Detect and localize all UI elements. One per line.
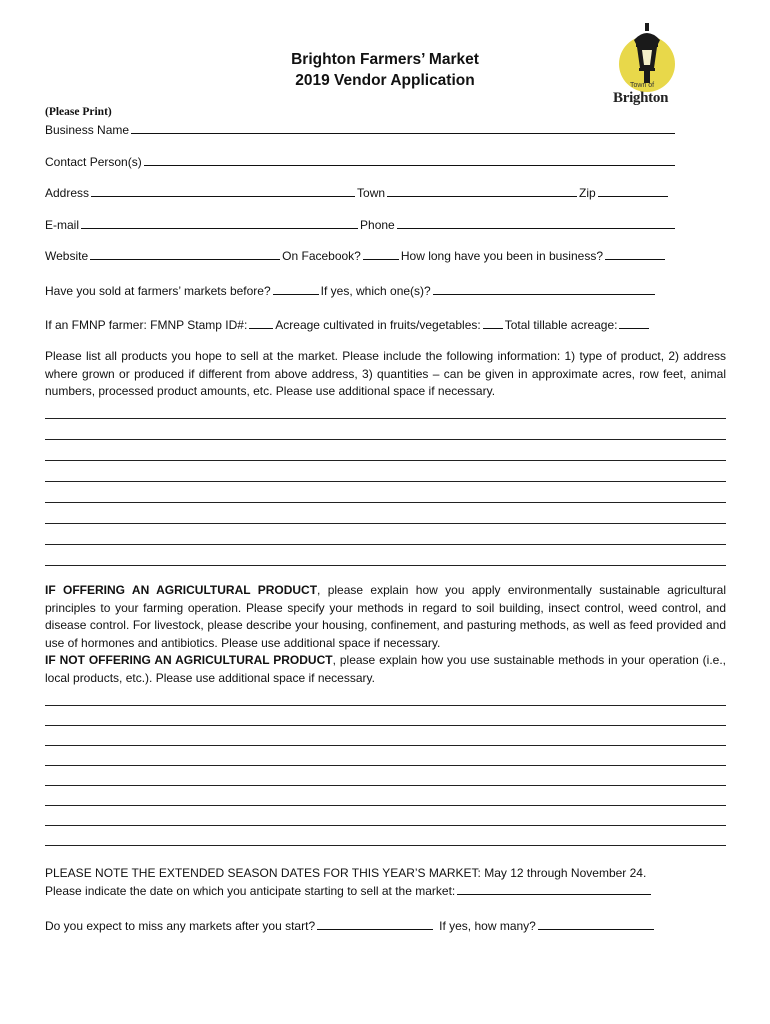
address-label: Address [45,186,90,200]
agricultural-answer-line[interactable] [45,845,726,846]
products-answer-line[interactable] [45,418,726,419]
fmnp-stamp-field[interactable] [249,316,273,329]
agricultural-offering-heading: IF OFFERING AN AGRICULTURAL PRODUCT [45,583,318,597]
tillable-acreage-field[interactable] [619,316,649,329]
form-title-line-2: 2019 Vendor Application [295,72,475,89]
business-name-row [45,121,677,137]
address-field[interactable] [91,184,355,197]
website-label: Website [45,249,89,263]
miss-markets-row [45,917,656,933]
zip-field[interactable] [598,184,668,197]
agricultural-offering-text: , please explain how you apply environmentally sustainable agricultural principles to your farming operation. Please specify your methods in regard to soil building, insect control, weed control, and disease control. For livestock, please describe your housing, confinement, and pasturing methods, as well as feed provided and use of hormones and antibiotics. Please use additional space if necessary. [45,583,727,650]
town-field[interactable] [387,184,577,197]
products-answer-line[interactable] [45,439,726,440]
miss-markets-field[interactable] [317,917,433,930]
email-label: E-mail [45,218,80,232]
logo-town-of-text: Town of [630,82,655,89]
agricultural-offering-paragraph [45,582,726,652]
agricultural-answer-line[interactable] [45,765,726,766]
agricultural-not-offering-heading: IF NOT OFFERING AN AGRICULTURAL PRODUCT [45,653,333,667]
facebook-label: On Facebook? [282,249,361,263]
tillable-acreage-label: Total tillable acreage: [504,318,618,332]
address-row [45,184,670,200]
products-answer-line[interactable] [45,502,726,503]
how-many-label: If yes, how many? [439,919,536,933]
agricultural-answer-line[interactable] [45,805,726,806]
products-answer-line[interactable] [45,544,726,545]
products-answer-line[interactable] [45,523,726,524]
sold-before-row [45,282,657,298]
contact-person-label: Contact Person(s) [45,155,142,169]
sold-before-label: Have you sold at farmers’ markets before? [45,284,271,298]
products-answer-line[interactable] [45,565,726,566]
products-instructions: Please list all products you hope to sell at the market. Please include the following information: 1) type of product, 2) address where grown or produced if different from above address, 3) quantities – can be given in approximate acres, row feet, animal numbers, processed product amounts, etc. Please use additional space if necessary. [45,349,726,398]
logo-brighton-text: Brighton [613,90,669,106]
business-duration-label: How long have you been in business? [400,249,603,263]
website-field[interactable] [90,247,280,260]
contact-person-row [45,153,677,169]
business-name-label: Business Name [45,123,130,137]
agricultural-not-offering-paragraph [45,652,726,687]
fmnp-row [45,316,651,332]
contact-person-field[interactable] [144,153,675,166]
phone-label: Phone [360,218,395,232]
phone-field[interactable] [397,216,675,229]
agricultural-not-offering-text: , please explain how you use sustainable methods in your operation (i.e., local products, etc.). Please use additional space if necessary. [45,653,726,685]
agricultural-answer-line[interactable] [45,785,726,786]
facebook-field[interactable] [363,247,399,260]
business-duration-field[interactable] [605,247,665,260]
email-field[interactable] [81,216,358,229]
agricultural-answer-line[interactable] [45,745,726,746]
start-date-row [45,882,653,898]
town-label: Town [357,186,386,200]
acreage-label: Acreage cultivated in fruits/vegetables: [275,318,481,332]
agricultural-answer-line[interactable] [45,825,726,826]
sold-before-field[interactable] [273,282,319,295]
form-title-line-1: Brighton Farmers’ Market [291,51,479,68]
season-note: PLEASE NOTE THE EXTENDED SEASON DATES FOR THIS YEAR’S MARKET: May 12 through November 24. [45,866,647,880]
how-many-field[interactable] [538,917,654,930]
fmnp-stamp-label: If an FMNP farmer: FMNP Stamp ID#: [45,318,248,332]
zip-label: Zip [579,186,596,200]
business-name-field[interactable] [131,121,675,134]
start-date-label: Please indicate the date on which you anticipate starting to sell at the market: [45,884,456,898]
products-answer-line[interactable] [45,460,726,461]
which-markets-field[interactable] [433,282,655,295]
email-row [45,216,677,232]
please-print-note: (Please Print) [45,106,112,118]
miss-markets-label: Do you expect to miss any markets after you start? [45,919,316,933]
acreage-field[interactable] [483,316,503,329]
start-date-field[interactable] [457,882,651,895]
website-row [45,247,667,263]
agricultural-answer-line[interactable] [45,725,726,726]
which-markets-label: If yes, which one(s)? [320,284,431,298]
products-answer-line[interactable] [45,481,726,482]
agricultural-answer-line[interactable] [45,705,726,706]
